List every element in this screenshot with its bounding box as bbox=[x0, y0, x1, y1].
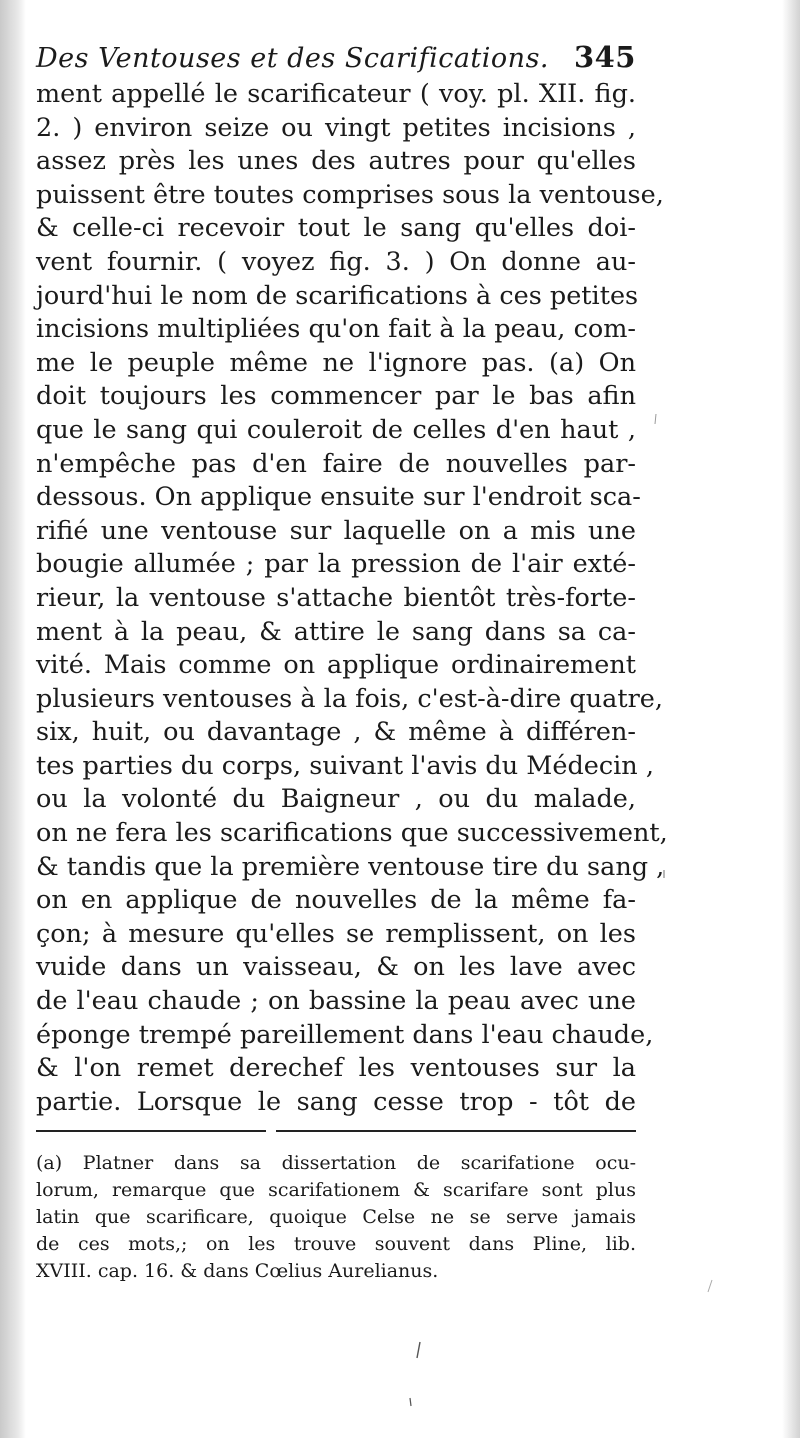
text-line: on en applique de nouvelles de la même fa- bbox=[36, 885, 636, 916]
text-line: doit toujours les commencer par le bas afin bbox=[36, 381, 636, 412]
text-line: on ne fera les scarifications que successivement, bbox=[36, 818, 668, 849]
ink-speck bbox=[417, 1342, 420, 1358]
text-line: assez près les unes des autres pour qu'elles bbox=[36, 146, 636, 177]
text-line: éponge trempé pareillement dans l'eau chaude, bbox=[36, 1019, 654, 1050]
text-line: six, huit, ou davantage , & même à différen- bbox=[36, 717, 636, 748]
footnote-line: XVIII. cap. 16. & dans Cœlius Aurelianus. bbox=[36, 1260, 439, 1282]
text-line: n'empêche pas d'en faire de nouvelles par- bbox=[36, 448, 636, 479]
text-line: me le peuple même ne l'ignore pas. (a) On bbox=[36, 347, 636, 378]
text-line: & l'on remet derechef les ventouses sur la bbox=[36, 1053, 636, 1084]
text-line: que le sang qui couleroit de celles d'en haut , bbox=[36, 414, 636, 445]
ink-speck bbox=[655, 414, 656, 424]
text-line: ment à la peau, & attire le sang dans sa ca- bbox=[36, 616, 636, 647]
text-line: vité. Mais comme on applique ordinairement bbox=[36, 650, 636, 681]
text-line: vuide dans un vaisseau, & on les lave avec bbox=[36, 952, 636, 983]
text-line: partie. Lorsque le sang cesse trop - tôt de bbox=[36, 1086, 636, 1117]
text-line: çon; à mesure qu'elles se remplissent, on les bbox=[36, 918, 636, 949]
footnote-line: latin que scarificare, quoique Celse ne se serve jamais bbox=[36, 1206, 636, 1228]
text-line: & celle-ci recevoir tout le sang qu'elles doi- bbox=[36, 213, 636, 244]
footnote-line: lorum, remarque que scarifationem & scarifare sont plus bbox=[36, 1179, 636, 1201]
text-line: jourd'hui le nom de scarifications à ces petites bbox=[36, 280, 639, 311]
text-line: incisions multipliées qu'on fait à la peau, com- bbox=[36, 314, 636, 345]
page-number: 345 bbox=[573, 40, 636, 74]
text-line: ou la volonté du Baigneur , ou du malade, bbox=[36, 784, 636, 815]
running-title: Des Ventouses et des Scarifications. bbox=[36, 43, 550, 74]
text-line: dessous. On applique ensuite sur l'endroit sca- bbox=[36, 482, 641, 513]
text-line: plusieurs ventouses à la fois, c'est-à-dire quatre, bbox=[36, 683, 663, 714]
text-line: ment appellé le scarificateur ( voy. pl. XII. fig. bbox=[36, 79, 636, 109]
ink-speck bbox=[708, 1280, 712, 1292]
text-line: rieur, la ventouse s'attache bientôt très-forte- bbox=[36, 582, 636, 613]
text-line: tes parties du corps, suivant l'avis du Médecin , bbox=[36, 750, 654, 781]
footnote-line: (a) Platner dans sa dissertation de scarifatione ocu- bbox=[36, 1152, 636, 1174]
ink-speck bbox=[410, 1398, 411, 1406]
text-line: puissent être toutes comprises sous la ventouse, bbox=[36, 179, 664, 210]
text-line: vent fournir. ( voyez fig. 3. ) On donne au- bbox=[36, 246, 636, 277]
text-line: de l'eau chaude ; on bassine la peau avec une bbox=[36, 986, 636, 1017]
text-line: 2. ) environ seize ou vingt petites incisions , bbox=[36, 112, 636, 143]
text-line: & tandis que la première ventouse tire du sang , bbox=[36, 851, 665, 882]
text-line: bougie allumée ; par la pression de l'air exté- bbox=[36, 549, 636, 580]
text-line: rifié une ventouse sur laquelle on a mis une bbox=[36, 515, 636, 546]
footnote-line: de ces mots,; on les trouve souvent dans Pline, lib. bbox=[36, 1233, 636, 1255]
